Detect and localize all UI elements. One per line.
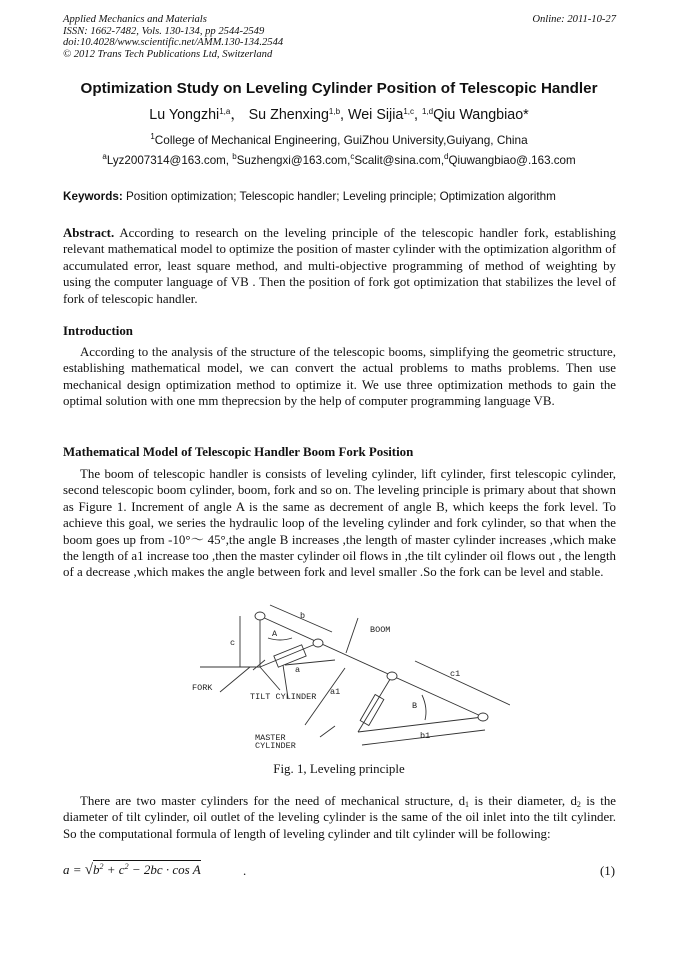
journal-name: Applied Mechanics and Materials [63,14,207,25]
email: Suzhengxi@163.com, [236,154,351,167]
abstract-label: Abstract. [63,226,115,240]
aff-text: College of Mechanical Engineering, GuiZhou University,Guiyang, China [154,133,528,147]
aff-sup: 1 [150,132,155,141]
eq-lhs: a = [63,862,85,877]
label-b1: b1 [420,731,431,741]
author-sup: 1,b [328,107,341,116]
eq-period: . [243,864,247,878]
section-heading-introduction: Introduction [63,324,133,338]
label-a1: a1 [330,687,341,697]
abstract [63,225,616,307]
label-master: MASTER [255,733,286,743]
author: Wei Sijia [348,107,404,123]
eq-term: − 2bc · cos A [128,862,201,877]
email: Scalit@sina.com, [354,154,445,167]
sep: , [340,107,348,123]
paper-title: Optimization Study on Leveling Cylinder Position of Telescopic Handler [80,80,598,97]
label-c: c [230,638,236,648]
sep: ， [230,107,249,123]
subscript: 1 [465,800,470,809]
label-cylinder: CYLINDER [255,741,296,751]
eq-power: 2 [124,862,129,871]
online-date: Online: 2011-10-27 [532,14,616,25]
label-fork: FORK [192,683,213,693]
email-sup: a [102,152,107,161]
label-angle-a: A [272,629,278,639]
label-c1: c1 [450,669,461,679]
emails [0,154,678,167]
text: is their diameter, d [469,794,577,808]
email-sup: c [350,152,355,161]
email: Qiuwangbiao@.163.com [448,154,576,167]
label-boom: BOOM [370,625,391,635]
doi: doi:10.4028/www.scientific.net/AMM.130-134.2544 [63,37,284,49]
author: Su Zhenxing [248,107,329,123]
label-tilt-cylinder: TILT CYLINDER [250,692,317,702]
author-list [0,104,678,124]
author: Lu Yongzhi [149,107,220,123]
author-sup: 1,c [403,107,415,116]
introduction-paragraph: According to the analysis of the structure of the telescopic booms, simplifying the geometric structure, establishing mathematical model, we can convert the actual problems to maths problems. Then use mechanical design optimization method to optimize it. We use three optimization methods to gain the optimal solution with one mm theprecsion by the help of computer programming language VB. [63,345,616,409]
author-sup: 1,a [219,107,231,116]
paragraph-master-cylinders [63,793,616,842]
text: There are two master cylinders for the need of mechanical structure, d [80,794,466,808]
journal-header [63,14,283,60]
eq-power: 2 [99,862,104,871]
label-b: b [300,611,306,621]
equation-1: $a = √b^2 + c^2 - 2bc \cdot \cos A$ [63,862,201,878]
model-paragraph: The boom of telescopic handler is consists of leveling cylinder, lift cylinder, first telescopic cylinder, second telescopic boom cylinder, boom, fork and so on. The leveling principle is primary about that shown as Figure 1. Increment of angle A is the same as decrement of angle B, which keeps the fork level. To achieve this goal, we series the hydraulic loop of the leveling cylinder and fork cylinder, so that when the boom goes up from -10°～ 45°,the angle B increases ,the length of master cylinder increases ,which make the length of a1 increase too ,then the master cylinder oil flows in ,the tilt cylinder oil flows out , the length of a decrease ,which makes the angle between fork and level smaller .So the fork can be level and stable. [63,467,616,580]
label-a: a [295,665,301,675]
label-angle-b: B [412,701,418,711]
author-sup: 1,d [421,107,434,116]
subscript: 2 [576,800,581,809]
eq-term: + c [103,862,125,877]
author: Qiu Wangbiao* [433,107,529,123]
section-heading-model: Mathematical Model of Telescopic Handler Boom Fork Position [63,445,414,459]
figure-leveling-principle [180,600,510,762]
figure-caption: Fig. 1, Leveling principle [273,762,405,776]
issn: ISSN: 1662-7482, Vols. 130-134, pp 2544-2549 [63,25,265,37]
keywords-text: Position optimization; Telescopic handler; Leveling principle; Optimization algorithm [122,190,556,203]
copyright: © 2012 Trans Tech Publications Ltd, Switzerland [63,48,273,60]
keywords [63,190,556,203]
email: Lyz2007314@163.com, [106,154,233,167]
eq-term: b [93,862,100,877]
email-sup: d [444,152,449,161]
text: is the diameter of tilt cylinder, oil outlet of the leveling cylinder is the same of the oil inlet into the tilt cylinder. So the computational formula of length of leveling cylinder and tilt cylinder will be following: [63,794,616,841]
email-sup: b [232,152,237,161]
sep: , [414,107,422,123]
keywords-label: Keywords: [63,190,123,203]
affiliation [0,133,678,147]
equation-number: (1) [599,864,615,878]
abstract-text: According to research on the leveling principle of the telescopic handler fork, establishing relevant mathematical model to optimize the position of master cylinder with the optimization algorithm of accumulated error, least square method, and multi-objective programming of method of weighting by using the computer language of VB . Then the position of fork got optimization that stabilizes the level of fork of telescopic handler. [63,226,616,306]
